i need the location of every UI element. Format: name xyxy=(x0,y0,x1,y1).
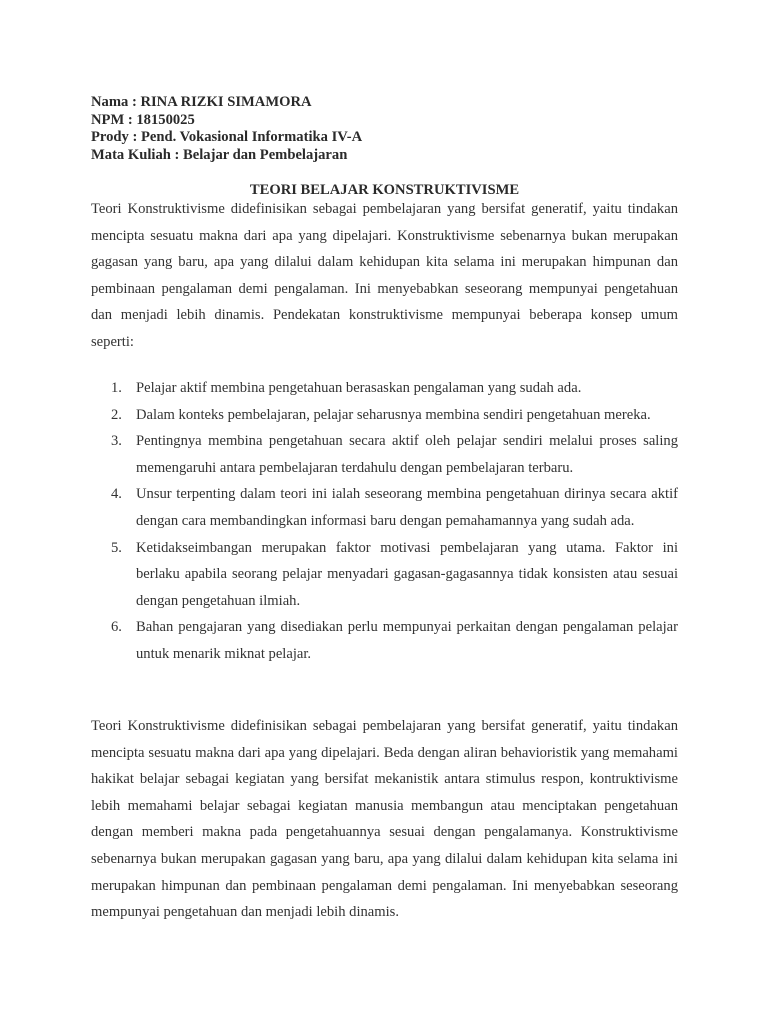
course-name: Mata Kuliah : Belajar dan Pembelajaran xyxy=(91,146,348,163)
document-title: TEORI BELAJAR KONSTRUKTIVISME xyxy=(249,182,520,198)
list-item-number: 1. xyxy=(111,380,122,396)
list-item-text: Ketidakseimbangan merupakan faktor motivasi pembelajaran yang utama. Faktor ini berlaku apabila seorang pelajar menyadari gagasan-gagasannya tidak konsisten atau sesuai dengan pengetahuan ilmiah. xyxy=(136,539,678,609)
list-item-number: 4. xyxy=(111,486,122,503)
list-item-number: 5. xyxy=(111,539,122,556)
closing-paragraph: Teori Konstruktivisme didefinisikan sebagai pembelajaran yang bersifat generatif, yaitu tindakan mencipta sesuatu makna dari apa yang dipelajari. Beda dengan aliran behavioristik yang memahami hakikat belajar sebagai kegiatan yang bersifat mekanistik antara stimulus respon, kontruktivisme lebih memahami belajar sebagai kegiatan manusia membangun atau menciptakan pengetahuan dengan memberi makna pada pengetahuannya sesuai dengan pengalamanya. Konstruktivisme sebenarnya bukan merupakan gagasan yang baru, apa yang dilalui dalam kehidupan kita selama ini merupakan himpunan dan pembinaan pengalaman demi pengalaman. Ini menyebabkan seseorang mempunyai pengetahuan dan menjadi lebih dinamis. xyxy=(91,718,678,921)
list-item-text: Pentingnya membina pengetahuan secara aktif oleh pelajar sendiri melalui proses saling memengaruhi antara pembelajaran terdahulu dengan pembelajaran terbaru. xyxy=(136,433,678,476)
list-item-text: Unsur terpenting dalam teori ini ialah seseorang membina pengetahuan dirinya secara aktif dengan cara membandingkan informasi baru dengan pemahamannya yang sudah ada. xyxy=(136,486,678,529)
list-item-number: 2. xyxy=(111,406,122,423)
list-item xyxy=(91,375,678,402)
list-item xyxy=(91,402,678,429)
list-item-number: 3. xyxy=(111,433,122,450)
student-name: Nama : RINA RIZKI SIMAMORA xyxy=(91,94,312,110)
student-info-header xyxy=(91,94,591,164)
list-item xyxy=(91,614,678,667)
student-prody: Prody : Pend. Vokasional Informatika IV-A xyxy=(91,129,363,145)
student-npm: NPM : 18150025 xyxy=(91,111,195,128)
list-item-text: Dalam konteks pembelajaran, pelajar seharusnya membina sendiri pengetahuan mereka. xyxy=(136,406,651,423)
list-item xyxy=(91,428,678,481)
list-item xyxy=(91,535,678,615)
concept-list xyxy=(91,375,678,668)
list-item-text: Bahan pengajaran yang disediakan perlu mempunyai perkaitan dengan pengalaman pelajar untuk menarik miknat pelajar. xyxy=(136,619,678,662)
list-item-number: 6. xyxy=(111,619,122,636)
list-item xyxy=(91,481,678,534)
intro-paragraph: Teori Konstruktivisme didefinisikan sebagai pembelajaran yang bersifat generatif, yaitu tindakan mencipta sesuatu makna dari apa yang dipelajari. Konstruktivisme sebenarnya bukan merupakan gagasan yang baru, apa yang dilalui dalam kehidupan kita selama ini merupakan himpunan dan pembinaan pengalaman demi pengalaman. Ini menyebabkan seseorang mempunyai pengetahuan dan menjadi lebih dinamis. Pendekatan konstruktivisme mempunyai beberapa konsep umum seperti: xyxy=(91,201,678,350)
list-item-text: Pelajar aktif membina pengetahuan berasaskan pengalaman yang sudah ada. xyxy=(136,380,582,396)
